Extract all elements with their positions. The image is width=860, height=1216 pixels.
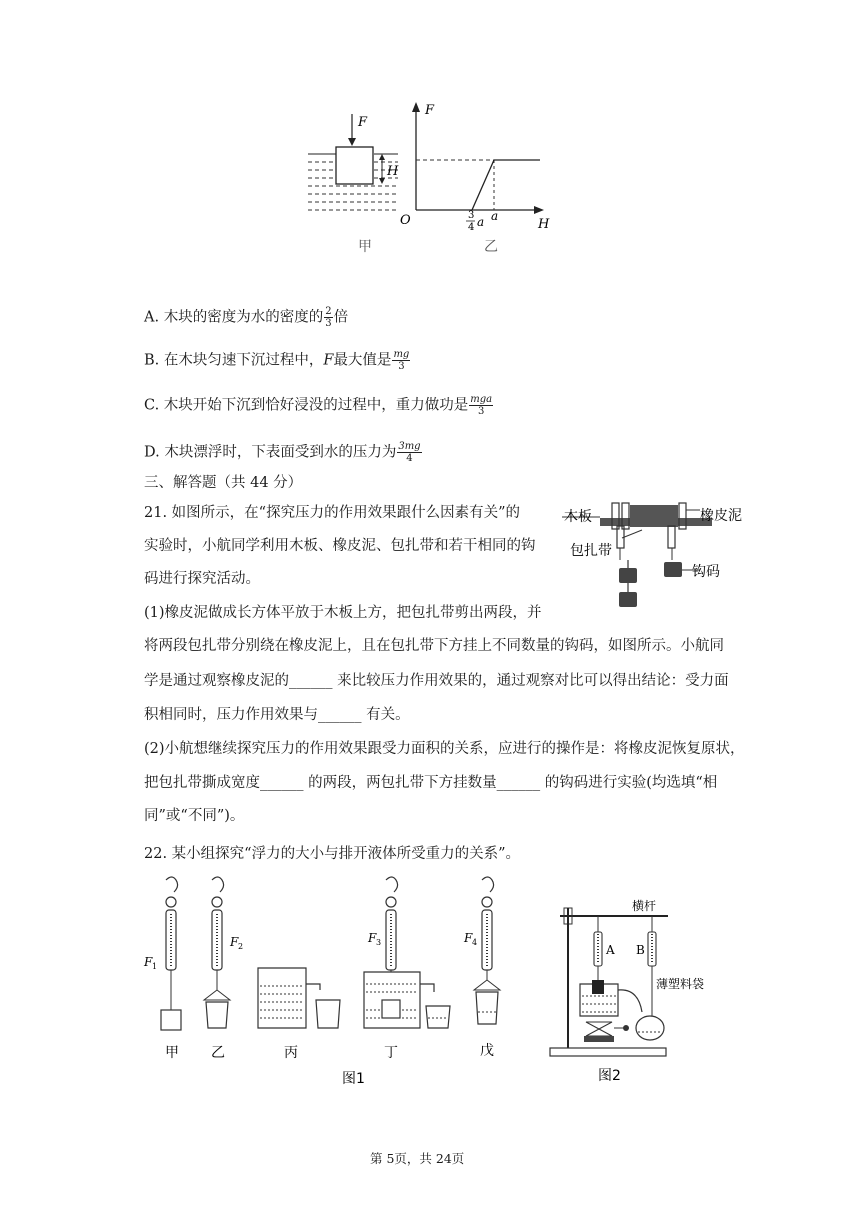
depth-H-label: H <box>387 164 399 179</box>
label-yi: 乙 <box>484 239 498 255</box>
bag-label: 薄塑料袋 <box>656 977 705 991</box>
label-jia: 甲 <box>358 239 372 255</box>
bar-label: 横杆 <box>632 899 657 913</box>
q21-line: 21. 如图所示，在“探究压力的作用效果跟什么因素有关”的 <box>144 505 520 521</box>
label-clay: 橡皮泥 <box>700 508 742 524</box>
beaker-bing <box>258 968 340 1061</box>
q21-line: 实验时，小航同学利用木板、橡皮泥、包扎带和若干相同的钩 <box>144 538 536 554</box>
fraction: $\frac{\text{mga}}{3}$ <box>470 394 493 417</box>
label-strap: 包扎带 <box>570 543 612 559</box>
option-a <box>144 306 348 329</box>
label-weight: 钩码 <box>692 564 720 580</box>
svg-text:1: 1 <box>152 962 158 971</box>
option-b <box>144 349 411 372</box>
spring-scale-wu <box>463 877 500 1059</box>
axis-F-label: F <box>425 103 435 118</box>
option-b-text: B. 在木块匀速下沉过程中， <box>144 352 324 369</box>
label-ding: 丁 <box>384 1045 398 1061</box>
f2-label: F <box>230 935 239 949</box>
svg-text:4: 4 <box>472 938 478 947</box>
label-wu: 戊 <box>480 1043 494 1059</box>
fraction: $\frac{3mg}{4}$ <box>398 441 421 464</box>
q21-line: 同”或“不同”)。 <box>144 808 245 824</box>
fraction: $\frac{2}{3}$ <box>325 306 332 329</box>
q22-figure-1 <box>138 872 538 1094</box>
fraction: $\frac{mg}{3}$ <box>393 349 410 372</box>
scale-A-label: A <box>606 943 615 957</box>
q22-line: 22. 某小组探究“浮力的大小与排开液体所受重力的关系”。 <box>144 846 520 862</box>
axis-H-label: H <box>538 217 550 232</box>
svg-text:3: 3 <box>376 938 382 947</box>
spring-scale-yi <box>204 877 243 1061</box>
label-bing: 丙 <box>284 1045 298 1061</box>
q21-figure <box>562 500 760 640</box>
option-b-var: F <box>323 352 334 369</box>
label-board: 木板 <box>564 509 592 525</box>
f3-label: F <box>368 931 377 945</box>
q21-line: (2)小航想继续探究压力的作用效果跟受力面积的关系，应进行的操作是：将橡皮泥恢复原状， <box>144 741 745 757</box>
scale-B-label: B <box>636 943 645 957</box>
option-b-mid: 最大值是 <box>333 352 392 369</box>
q21-blank-line: 把包扎带撕成宽度______ 的两段，两包扎带下方挂数量______ 的钩码进行实验(均选填“相 <box>144 775 718 791</box>
page-footer: 第 5页，共 24页 <box>370 1151 465 1166</box>
option-c-text: C. 木块开始下沉到恰好浸没的过程中，重力做功是 <box>144 397 469 414</box>
option-a-suffix: 倍 <box>333 309 349 326</box>
tick-a: a <box>491 209 499 223</box>
option-c <box>144 394 494 417</box>
q21-blank-line: 学是通过观察橡皮泥的______ 来比较压力作用效果的，通过观察对比可以得出结论：受力面 <box>144 673 729 689</box>
q21-line: 将两段包扎带分别绕在橡皮泥上，且在包扎带下方挂上不同数量的钩码，如图所示。小航同 <box>144 638 724 654</box>
q21-line: 码进行探究活动。 <box>144 571 260 587</box>
origin-label: O <box>400 213 411 228</box>
figure-2-caption: 图2 <box>598 1068 621 1084</box>
option-d <box>144 441 423 464</box>
option-a-text: A. 木块的密度为水的密度的 <box>144 309 324 326</box>
svg-text:2: 2 <box>238 942 244 951</box>
spring-scale-jia <box>143 877 181 1061</box>
option-d-text: D. 木块漂浮时，下表面受到水的压力为 <box>144 444 397 461</box>
q21-blank-line: 积相同时，压力作用效果与______ 有关。 <box>144 707 410 723</box>
figure-yi <box>400 102 550 255</box>
q22-figure-2 <box>546 888 705 1090</box>
f1-label: F <box>144 955 153 969</box>
q21-line: (1)橡皮泥做成长方体平放于木板上方，把包扎带剪出两段，并 <box>144 605 542 621</box>
beaker-ding <box>364 877 450 1061</box>
force-F-label: F <box>358 115 368 130</box>
section-title: 三、解答题（共 44 分） <box>144 475 303 491</box>
figure-1-caption: 图1 <box>342 1071 365 1087</box>
f4-label: F <box>464 931 473 945</box>
label-jia-1: 甲 <box>165 1045 179 1061</box>
label-yi-1: 乙 <box>211 1045 225 1061</box>
tick-34a-num: 3 <box>468 210 475 221</box>
tick-34a-den: 4 <box>468 222 475 233</box>
figure-jia <box>308 114 399 255</box>
tick-34a-a: a <box>477 215 485 229</box>
figure-top <box>300 98 560 258</box>
